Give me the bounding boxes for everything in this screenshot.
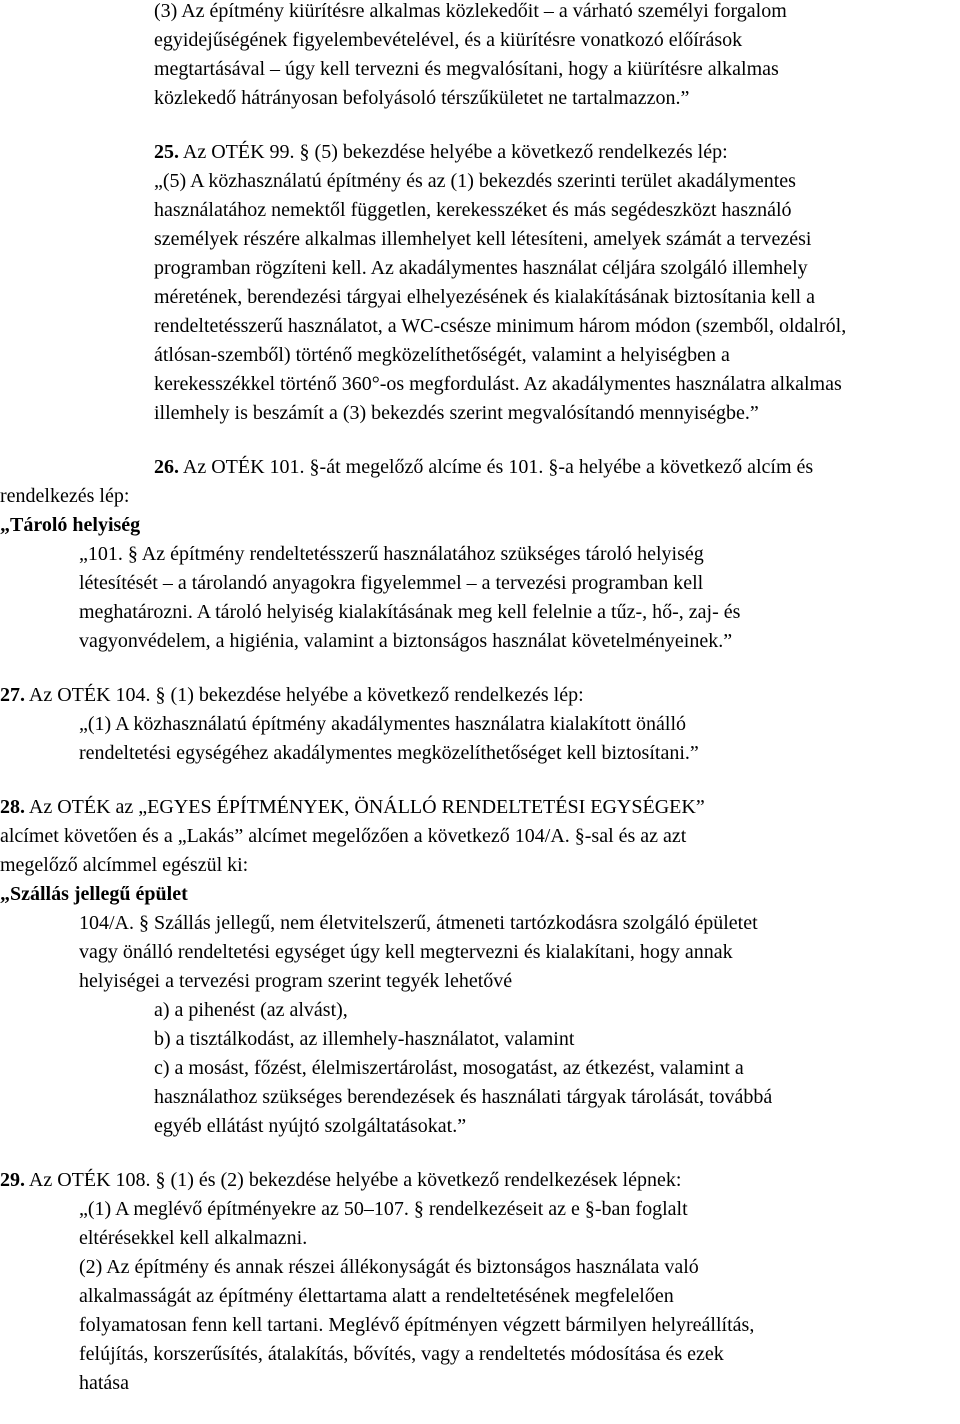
text-line: eltérésekkel kell alkalmazni.	[79, 1227, 308, 1249]
list-item: használathoz szükséges berendezések és használati tárgyak tárolását, továbbá	[154, 1086, 773, 1108]
section-heading	[0, 1166, 960, 1195]
spacer	[0, 1141, 960, 1166]
text-line: létesítését – a tárolandó anyagokra figyelemmel – a tervezési programban kell	[79, 572, 704, 594]
section-27	[0, 681, 960, 768]
section-number: 26.	[154, 456, 179, 478]
list-item: c) a mosást, főzést, élelmiszertárolást, mosogatást, az étkezést, valamint a	[154, 1057, 744, 1079]
text-line: kerekesszékkel történő 360°-os megfordulást. Az akadálymentes használatra alkalmas	[154, 373, 842, 395]
section-number: 29.	[0, 1169, 25, 1191]
text-line: helyiségei a tervezési program szerint tegyék lehetővé	[79, 970, 513, 992]
list-item: a) a pihenést (az alvást),	[154, 999, 348, 1021]
section-heading-text: Az OTÉK 108. § (1) és (2) bekezdése helyébe a következő rendelkezések lépnek:	[25, 1169, 682, 1191]
text-line: „101. § Az építmény rendeltetésszerű használatához szükséges tároló helyiség	[79, 543, 704, 565]
text-line: (2) Az építmény és annak részei állékonyságát és biztonságos használata való	[79, 1256, 699, 1278]
text-line: folyamatosan fenn kell tartani. Meglévő építményen végzett bármilyen helyreállítás,	[79, 1314, 755, 1336]
list-item: b) a tisztálkodást, az illemhely-használatot, valamint	[154, 1028, 575, 1050]
text-line: „(1) A közhasználatú építmény akadálymentes használatra kialakított önálló	[79, 713, 687, 735]
section-heading	[0, 793, 960, 822]
text-line: megtartásával – úgy kell tervezni és megvalósítani, hogy a kiürítésre alkalmas	[154, 58, 779, 80]
text-line: átlósan-szemből) történő megközelíthetőségét, valamint a helyiségben a	[154, 344, 730, 366]
text-line: rendeltetési egységéhez akadálymentes megközelíthetőséget kell biztosítani.”	[79, 742, 699, 764]
text-line: közlekedő hátrányosan befolyásoló térszűkületet ne tartalmazzon.”	[154, 87, 690, 109]
text-line: egyidejűségének figyelembevételével, és a kiürítésre vonatkozó előírások	[154, 29, 743, 51]
spacer	[0, 113, 960, 138]
text-line: programban rögzíteni kell. Az akadálymentes használat céljára szolgáló illemhely	[154, 257, 808, 279]
subtitle: „Tároló helyiség	[0, 514, 141, 536]
text-line: illemhely is beszámít a (3) bekezdés szerint megvalósítandó mennyiségbe.”	[154, 402, 759, 424]
section-heading-cont: rendelkezés lép:	[0, 485, 130, 507]
text-line: hatása	[79, 1372, 129, 1394]
section-heading	[154, 138, 960, 167]
text-line: (3) Az építmény kiürítésre alkalmas közlekedőit – a várható személyi forgalom	[154, 0, 787, 22]
section-heading-text: Az OTÉK 101. §-át megelőző alcíme és 101. §-a helyébe a következő alcím és	[179, 456, 814, 478]
text-line: „(5) A közhasználatú építmény és az (1) bekezdés szerinti terület akadálymentes	[154, 170, 796, 192]
section-29	[0, 1166, 960, 1398]
section-26	[0, 453, 960, 656]
section-heading-text: Az OTÉK az „EGYES ÉPÍTMÉNYEK, ÖNÁLLÓ RENDELTETÉSI EGYSÉGEK”	[25, 796, 705, 818]
spacer	[0, 768, 960, 793]
section-number: 25.	[154, 141, 179, 163]
section-heading	[0, 453, 960, 482]
text-line: használatához nemektől független, kerekesszéket és más segédeszközt használó	[154, 199, 792, 221]
spacer	[0, 428, 960, 453]
section-24-continuation	[0, 0, 960, 113]
spacer	[0, 656, 960, 681]
section-heading-cont: megelőző alcímmel egészül ki:	[0, 854, 249, 876]
section-heading-cont: alcímet követően és a „Lakás” alcímet megelőzően a következő 104/A. §-sal és az azt	[0, 825, 687, 847]
list-item: egyéb ellátást nyújtó szolgáltatásokat.”	[154, 1115, 467, 1137]
section-heading-text: Az OTÉK 104. § (1) bekezdése helyébe a következő rendelkezés lép:	[25, 684, 584, 706]
text-line: vagy önálló rendeltetési egységet úgy kell megtervezni és kialakítani, hogy annak	[79, 941, 733, 963]
text-line: meghatározni. A tároló helyiség kialakításának meg kell felelnie a tűz-, hő-, zaj- és	[79, 601, 741, 623]
text-line: rendeltetésszerű használatot, a WC-csésze minimum három módon (szemből, oldalról,	[154, 315, 847, 337]
text-line: vagyonvédelem, a higiénia, valamint a biztonságos használat követelményeinek.”	[79, 630, 733, 652]
section-heading	[0, 681, 960, 710]
section-heading-text: Az OTÉK 99. § (5) bekezdése helyébe a következő rendelkezés lép:	[179, 141, 728, 163]
section-28	[0, 793, 960, 1141]
text-line: felújítás, korszerűsítés, átalakítás, bővítés, vagy a rendeltetés módosítása és ezek	[79, 1343, 724, 1365]
section-number: 28.	[0, 796, 25, 818]
text-line: „(1) A meglévő építményekre az 50–107. § rendelkezéseit az e §-ban foglalt	[79, 1198, 688, 1220]
section-25	[0, 138, 960, 428]
text-line: alkalmasságát az építmény élettartama alatt a rendeltetésének megfelelően	[79, 1285, 674, 1307]
text-line: személyek részére alkalmas illemhelyet kell létesíteni, amelyek számát a tervezési	[154, 228, 812, 250]
text-line: méretének, berendezési tárgyai elhelyezésének és kialakításának biztosítania kell a	[154, 286, 815, 308]
text-line: 104/A. § Szállás jellegű, nem életvitelszerű, átmeneti tartózkodásra szolgáló épületet	[79, 912, 758, 934]
section-number: 27.	[0, 684, 25, 706]
subtitle: „Szállás jellegű épület	[0, 883, 188, 905]
